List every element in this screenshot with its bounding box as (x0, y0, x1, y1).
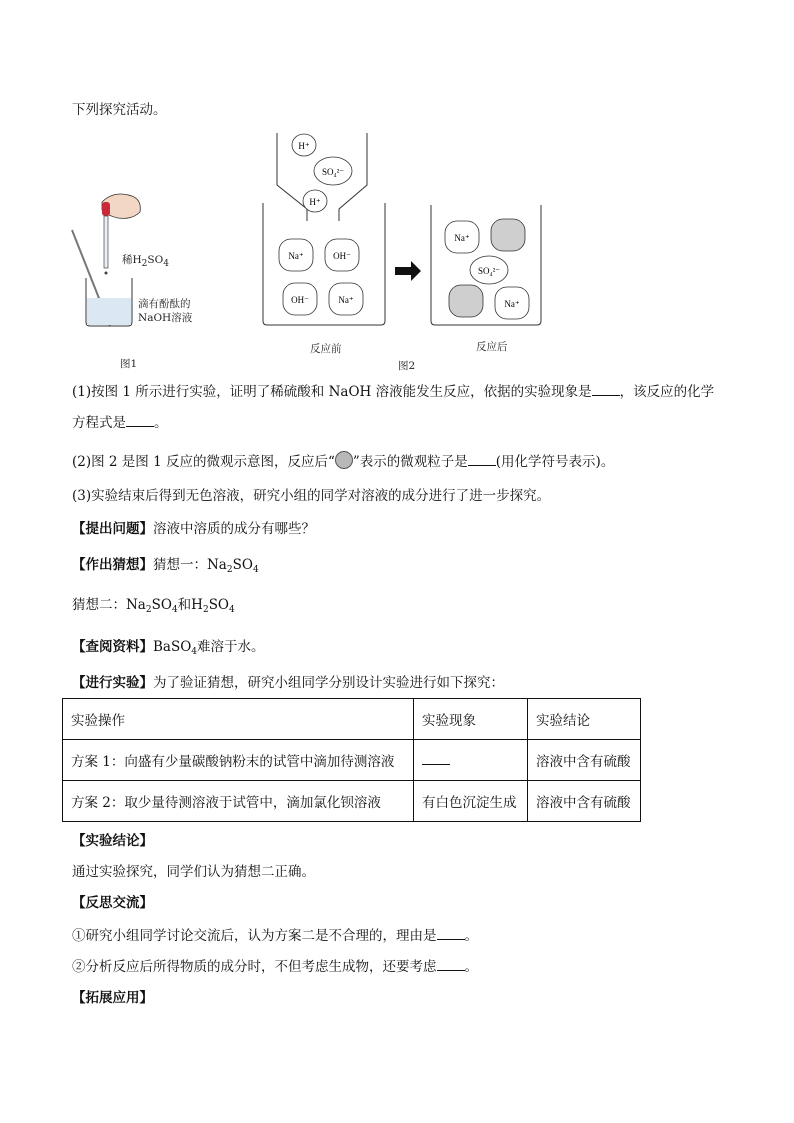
solution-label-1: 滴有酚酞的 (138, 298, 191, 310)
table-cell: 方案 2：取少量待测溶液于试管中，滴加氯化钡溶液 (63, 781, 414, 822)
table-cell: 有白色沉淀生成 (414, 781, 528, 822)
figure-2 (255, 125, 555, 337)
figure-2-caption: 图2 (398, 360, 416, 372)
arrow-icon (395, 261, 421, 281)
table-row (63, 740, 641, 781)
svg-text:Na⁺: Na⁺ (504, 299, 520, 309)
svg-text:SO₄²⁻: SO₄²⁻ (477, 266, 501, 276)
conduct-experiment: 【进行实验】为了验证猜想，研究小组同学分别设计实验进行如下探究： (72, 675, 504, 691)
dropper-icon (102, 202, 110, 275)
ion-h-top (292, 134, 316, 156)
ion-na-after-1 (445, 221, 479, 253)
conclusion-tag: 【实验结论】 (72, 833, 153, 849)
svg-text:H⁺: H⁺ (309, 197, 321, 207)
experiment-table (62, 698, 641, 822)
answer-blank[interactable] (437, 958, 465, 971)
intro-text: 下列探究活动。 (72, 102, 167, 118)
table-cell: 方案 1：向盛有少量碳酸钠粉末的试管中滴加待测溶液 (63, 740, 414, 781)
answer-blank[interactable] (126, 414, 154, 427)
before-label: 反应前 (310, 343, 342, 355)
ion-h-mid (303, 190, 327, 212)
ion-na-before-1 (279, 239, 313, 271)
water-molecule-1 (491, 219, 525, 251)
question-3: (3)实验结束后得到无色溶液，研究小组的同学对溶液的成分进行了进一步探究。 (72, 488, 551, 504)
conclusion-text: 通过实验探究，同学们认为猜想二正确。 (72, 864, 315, 880)
table-row (63, 781, 641, 822)
ion-na-before-2 (329, 283, 363, 315)
svg-text:Na⁺: Na⁺ (338, 295, 354, 305)
svg-text:OH⁻: OH⁻ (333, 251, 351, 261)
reference-info: 【查阅资料】BaSO$_4$难溶于水。 (72, 639, 265, 657)
table-header: 实验现象 (414, 699, 528, 740)
extension-tag: 【拓展应用】 (72, 990, 153, 1006)
question-2: (2)图 2 是图 1 反应的微观示意图，反应后“ ”表示的微观粒子是 (用化学符号表示)。 (72, 451, 614, 471)
svg-text:Na⁺: Na⁺ (288, 251, 304, 261)
table-cell: 溶液中含有硫酸 (528, 781, 641, 822)
table-header: 实验结论 (528, 699, 641, 740)
ion-so4-after (470, 256, 508, 284)
answer-blank[interactable] (592, 383, 620, 396)
ion-oh-before-2 (283, 283, 317, 315)
answer-blank[interactable] (468, 453, 496, 466)
ion-oh-before-1 (325, 239, 359, 271)
question-1-line-1: (1)按图 1 所示进行实验，证明了稀硫酸和 NaOH 溶液能发生反应，依据的实验现象是 ，该反应的化学 (72, 384, 715, 400)
reflection-tag: 【反思交流】 (72, 895, 153, 911)
solution-label-2: NaOH溶液 (138, 312, 193, 324)
gray-particle-icon (335, 451, 353, 469)
svg-text:H⁺: H⁺ (298, 141, 310, 151)
answer-blank[interactable] (437, 927, 465, 940)
guess-1: 【作出猜想】猜想一：$Na_2SO_4$ (72, 557, 259, 575)
after-label: 反应后 (476, 341, 508, 353)
guess-2: 猜想二：$Na_2SO_4$和$H_2SO_4$ (72, 597, 235, 615)
table-cell[interactable] (414, 740, 528, 781)
table-header-row (63, 699, 641, 740)
reflection-item-2: ②分析反应后所得物质的成分时，不但考虑生成物，还要考虑 。 (72, 959, 478, 975)
question-1-line-2: 方程式是 。 (72, 415, 168, 431)
reflection-item-1: ①研究小组同学讨论交流后，认为方案二是不合理的，理由是 。 (72, 928, 478, 944)
acid-label: 稀H2SO4 (122, 254, 169, 269)
table-header: 实验操作 (63, 699, 414, 740)
figure-1-caption: 图1 (120, 358, 138, 370)
table-cell: 溶液中含有硫酸 (528, 740, 641, 781)
water-molecule-2 (449, 285, 483, 317)
raise-question: 【提出问题】溶液中溶质的成分有哪些？ (72, 521, 315, 537)
ion-na-after-2 (495, 287, 529, 319)
ion-so4-top (314, 157, 352, 185)
svg-text:OH⁻: OH⁻ (291, 295, 309, 305)
svg-text:SO₄²⁻: SO₄²⁻ (321, 167, 345, 177)
svg-text:Na⁺: Na⁺ (454, 233, 470, 243)
answer-blank[interactable] (422, 752, 450, 765)
